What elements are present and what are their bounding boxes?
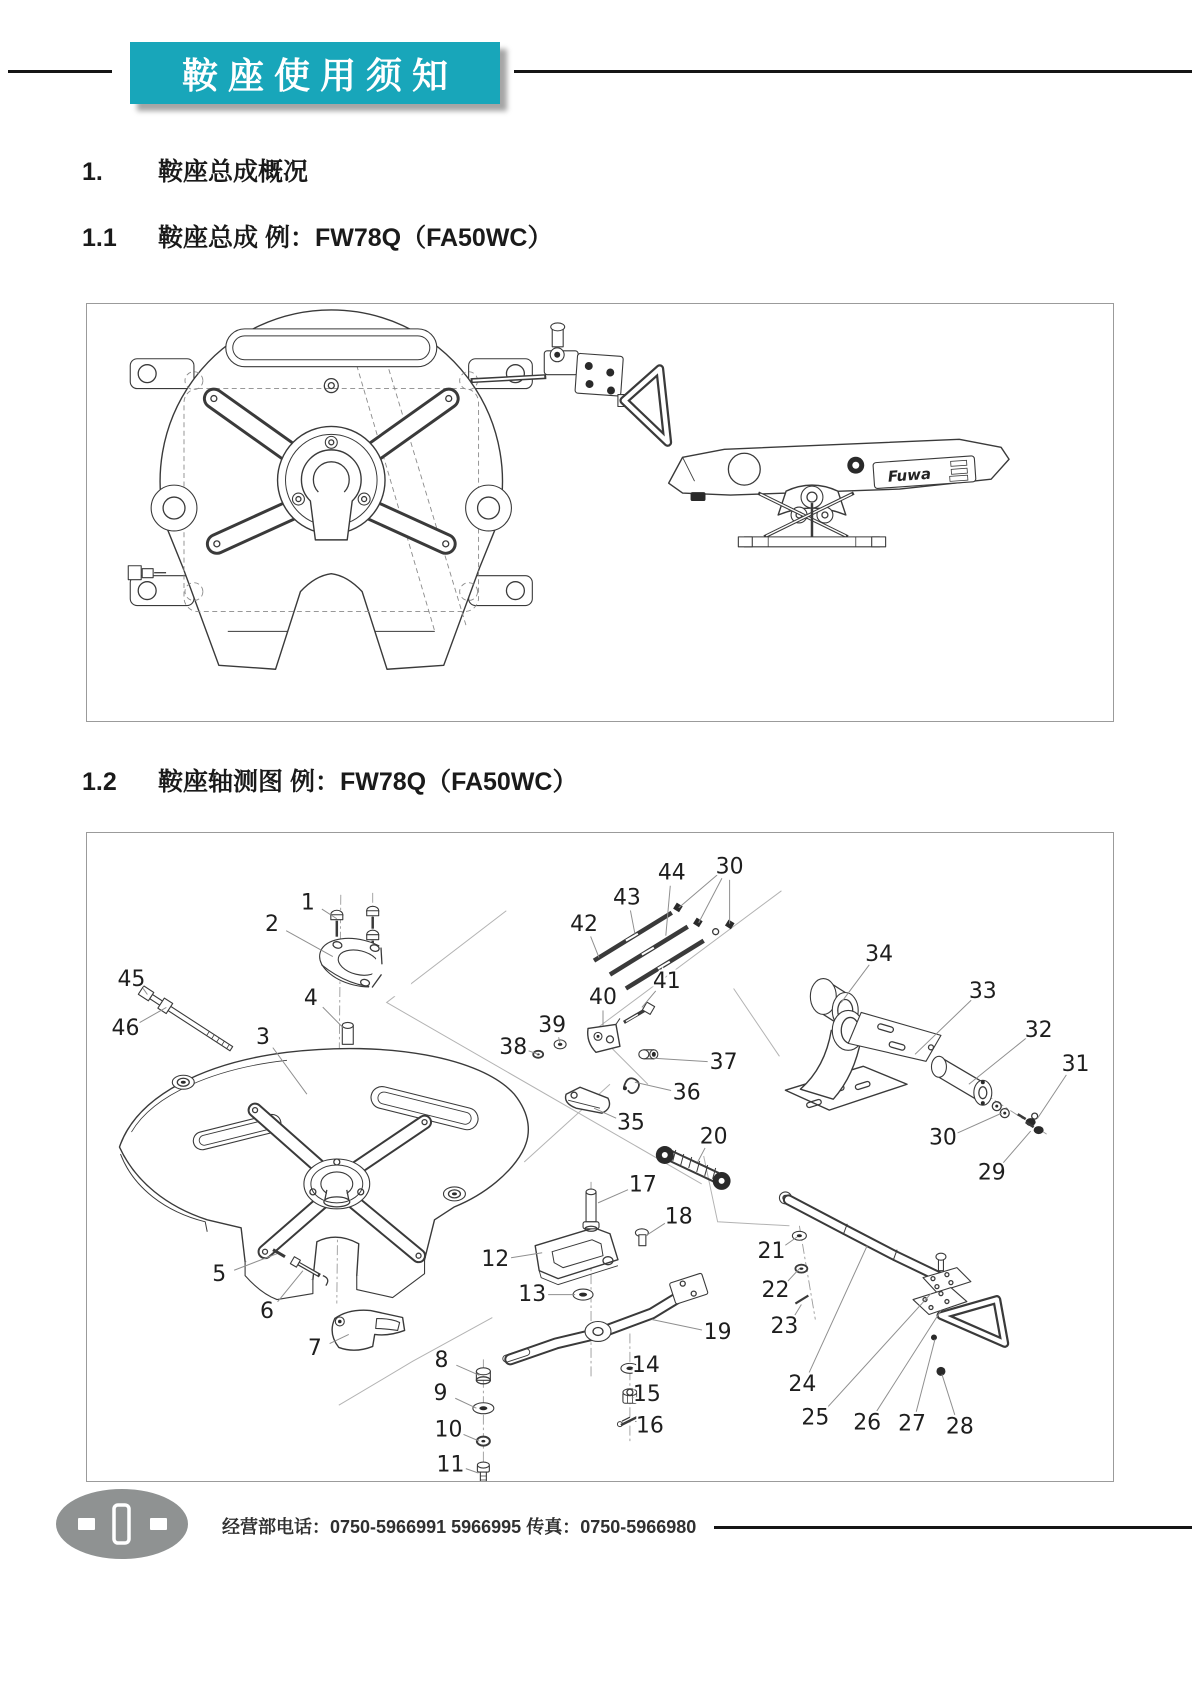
- part-number-39: 39: [538, 1012, 567, 1038]
- section-1-heading: [82, 152, 308, 188]
- part-handle-guide-12: [535, 1228, 618, 1285]
- leader-line: [916, 1339, 935, 1411]
- part-number-23: 23: [770, 1313, 799, 1339]
- part-number-21: 21: [757, 1239, 786, 1265]
- leader-line: [652, 1319, 702, 1329]
- footer-rule: [714, 1526, 1192, 1529]
- part-number-44: 44: [657, 860, 686, 886]
- section-1-title: 鞍座总成概况: [158, 158, 309, 186]
- part-number-28: 28: [945, 1414, 974, 1440]
- leader-line: [841, 965, 869, 1003]
- leader-line: [915, 1000, 971, 1054]
- part-number-36: 36: [672, 1080, 701, 1106]
- leader-line: [286, 931, 333, 957]
- leader-line: [654, 1058, 708, 1061]
- leader-line: [140, 1007, 167, 1022]
- part-number-20: 20: [699, 1124, 728, 1150]
- part-number-11: 11: [436, 1452, 465, 1478]
- part-number-13: 13: [518, 1282, 547, 1308]
- part-number-32: 32: [1024, 1017, 1053, 1043]
- section-1-1-number: 1.1: [82, 224, 117, 252]
- part-number-35: 35: [616, 1110, 645, 1136]
- leader-line: [1038, 1075, 1067, 1118]
- part-number-40: 40: [589, 984, 617, 1010]
- part-number-45: 45: [117, 967, 146, 993]
- part-number-4: 4: [303, 985, 318, 1011]
- part-pin-17: [583, 1189, 599, 1231]
- section-1-1-heading: [82, 218, 552, 254]
- leader-line: [464, 1434, 480, 1441]
- part-number-42: 42: [570, 912, 599, 938]
- leader-line: [699, 878, 722, 922]
- saddle-exploded-view: [87, 833, 1113, 1481]
- leader-line: [666, 886, 670, 936]
- leader-line: [969, 1038, 1026, 1084]
- brand-label: Fuwa: [887, 464, 932, 486]
- leader-line: [646, 1223, 665, 1235]
- part-number-2: 2: [265, 912, 279, 938]
- part-number-33: 33: [968, 979, 997, 1005]
- part-number-22: 22: [761, 1278, 790, 1304]
- part-number-30: 30: [928, 1125, 957, 1151]
- leader-line: [591, 936, 599, 957]
- part-bolt-on-rod: [936, 1253, 946, 1270]
- part-number-7: 7: [307, 1335, 322, 1361]
- part-number-10: 10: [434, 1417, 463, 1443]
- part-number-15: 15: [632, 1381, 661, 1407]
- part-number-6: 6: [260, 1299, 275, 1325]
- part-number-37: 37: [709, 1049, 738, 1075]
- section-1-2-heading: [82, 762, 577, 798]
- fifth-wheel-top-view: [128, 310, 667, 669]
- leader-line: [942, 1374, 955, 1415]
- leader-line: [785, 1237, 797, 1245]
- part-number-29: 29: [977, 1160, 1006, 1186]
- fifth-wheel-side-view: [669, 439, 1009, 546]
- part-washer-39: [554, 1040, 566, 1049]
- part-number-14: 14: [631, 1352, 660, 1378]
- figure-assembly-drawing: [86, 303, 1114, 722]
- part-number-12: 12: [481, 1247, 510, 1273]
- leader-line: [635, 1082, 671, 1090]
- page-title: 鞍座使用须知: [181, 54, 458, 96]
- part-number-38: 38: [499, 1034, 528, 1060]
- part-bolt-11: [477, 1462, 489, 1481]
- section-1-2-number: 1.2: [82, 768, 117, 796]
- part-washer-38: [533, 1051, 543, 1058]
- leader-line: [466, 1469, 479, 1473]
- part-number-9: 9: [433, 1380, 448, 1406]
- part-number-3: 3: [256, 1024, 271, 1050]
- part-bushing-37: [639, 1050, 658, 1059]
- section-1-1-title: 鞍座总成 例：FW78Q（FA50WC）: [158, 224, 553, 252]
- part-number-17: 17: [628, 1172, 657, 1198]
- part-number-25: 25: [801, 1405, 830, 1431]
- company-logo: [52, 1486, 192, 1562]
- part-number-5: 5: [212, 1262, 227, 1288]
- part-number-24: 24: [788, 1371, 817, 1397]
- part-number-18: 18: [664, 1204, 693, 1230]
- part-pull-handle-27-28: [931, 1300, 1005, 1376]
- leader-line: [456, 1365, 479, 1375]
- part-number-46: 46: [111, 1015, 140, 1041]
- part-spring-20: [656, 1146, 731, 1190]
- leader-line: [455, 1398, 476, 1408]
- part-number-8: 8: [434, 1347, 449, 1373]
- footer-contact: 经营部电话：0750-5966991 5966995 传真：0750-5966980: [222, 1517, 697, 1537]
- leader-line: [958, 1113, 1002, 1133]
- part-wear-ring-2: [314, 931, 418, 1000]
- part-number-1: 1: [300, 890, 315, 916]
- section-1-number: 1.: [82, 158, 103, 186]
- part-washers-21-23: [792, 1231, 808, 1303]
- part-number-27: 27: [898, 1411, 926, 1437]
- leader-line: [876, 1311, 941, 1413]
- leader-line: [809, 1246, 867, 1373]
- part-fasteners-29-30-31: [992, 1102, 1043, 1134]
- leader-line: [598, 1190, 628, 1203]
- part-number-31: 31: [1061, 1051, 1090, 1077]
- part-baseplate-3: [119, 1049, 528, 1300]
- leader-line: [1003, 1131, 1031, 1163]
- section-1-2-title: 鞍座轴测图 例：FW78Q（FA50WC）: [158, 768, 578, 796]
- part-bolt-18: [635, 1229, 648, 1246]
- part-bolt-45-46: [138, 985, 235, 1054]
- part-number-16: 16: [635, 1413, 664, 1439]
- figure-exploded-view: [86, 832, 1114, 1482]
- part-number-41: 41: [652, 969, 681, 995]
- part-pivot-pin-32: [931, 1056, 991, 1105]
- part-number-43: 43: [612, 885, 641, 911]
- part-pin-4: [342, 1022, 353, 1044]
- saddle-assembly-drawing: [87, 304, 1113, 721]
- part-number-19: 19: [703, 1319, 732, 1345]
- leader-line: [630, 910, 634, 933]
- header-rule-left: [8, 70, 112, 73]
- part-spring-36: [623, 1078, 639, 1093]
- title-banner: [130, 42, 500, 104]
- header-rule-right: [514, 70, 1192, 73]
- part-number-30: 30: [715, 854, 744, 880]
- leader-line: [698, 1148, 705, 1162]
- part-number-26: 26: [853, 1410, 882, 1436]
- part-lock-jaw-7: [332, 1310, 404, 1350]
- part-bracket-33: [785, 1010, 941, 1110]
- part-number-34: 34: [865, 942, 894, 968]
- part-washer-13: [573, 1289, 593, 1300]
